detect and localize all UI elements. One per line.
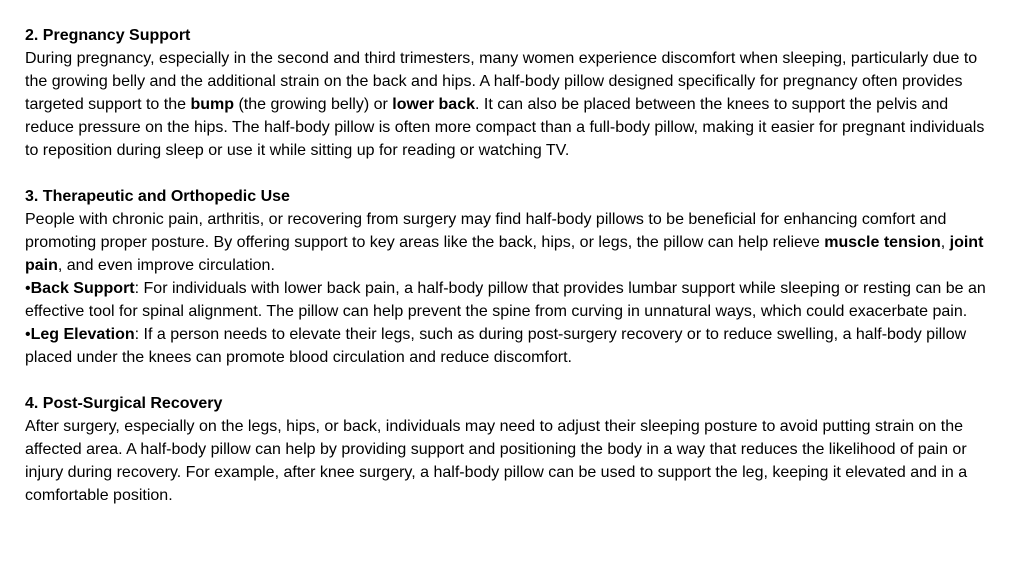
bullet-item-leg-elevation — [25, 323, 990, 369]
section-paragraph — [25, 415, 990, 507]
bullet-text: : If a person needs to elevate their legs, such as during post-surgery recovery or to reduce swelling, a half-body pillow placed under the knees can promote blood circulation and reduce discomfort. — [25, 326, 967, 366]
paragraph-text: , and even improve circulation. — [57, 257, 275, 274]
bold-term: muscle tension — [824, 234, 941, 251]
bullet-text: : For individuals with lower back pain, a half-body pillow that provides lumbar support while sleeping or resting can be an effective tool for spinal alignment. The pillow can help prevent the spine from curving in unnatural ways, which could exacerbate pain. — [25, 280, 986, 320]
bullet-marker: • — [25, 326, 31, 343]
paragraph-text: People with chronic pain, arthritis, or recovering from surgery may find half-body pillows to be beneficial for enhancing comfort and promoting proper posture. By offering support to key areas like the back, hips, or legs, the pillow can help relieve — [25, 211, 947, 251]
paragraph-text: After surgery, especially on the legs, hips, or back, individuals may need to adjust their sleeping posture to avoid putting strain on the affected area. A half-body pillow can help by providing support and positioning the body in a way that reduces the likelihood of pain or injury during recovery. For example, after knee surgery, a half-body pillow can be used to support the leg, keeping it elevated and in a comfortable position. — [25, 418, 968, 504]
paragraph-text: , — [940, 234, 950, 251]
document-page — [25, 24, 990, 507]
bullet-term: Back Support — [30, 280, 135, 297]
bold-term: lower back — [392, 96, 475, 113]
section-therapeutic-use — [25, 185, 990, 369]
section-post-surgical-recovery — [25, 392, 990, 507]
section-paragraph — [25, 47, 990, 162]
section-heading: 2. Pregnancy Support — [25, 27, 191, 44]
paragraph-text: . It can also be placed between the knees to support the pelvis and reduce pressure on the hips. The half-body pillow is often more compact than a full-body pillow, making it easier for pregnant individuals to reposition during sleep or use it while sitting up for reading or watching TV. — [25, 96, 985, 159]
bullet-marker: • — [25, 280, 31, 297]
section-heading: 4. Post-Surgical Recovery — [25, 395, 223, 412]
section-pregnancy-support — [25, 24, 990, 162]
bullet-term: Leg Elevation — [30, 326, 135, 343]
bold-term: joint pain — [25, 234, 984, 274]
paragraph-text: (the growing belly) or — [234, 96, 393, 113]
section-paragraph — [25, 208, 990, 277]
bullet-item-back-support — [25, 277, 990, 323]
bold-term: bump — [190, 96, 234, 113]
section-heading: 3. Therapeutic and Orthopedic Use — [25, 188, 290, 205]
paragraph-text: During pregnancy, especially in the second and third trimesters, many women experience discomfort when sleeping, particularly due to the growing belly and the additional strain on the back and hips. A half-body pillow designed specifically for pregnancy often provides targeted support to the — [25, 50, 978, 113]
